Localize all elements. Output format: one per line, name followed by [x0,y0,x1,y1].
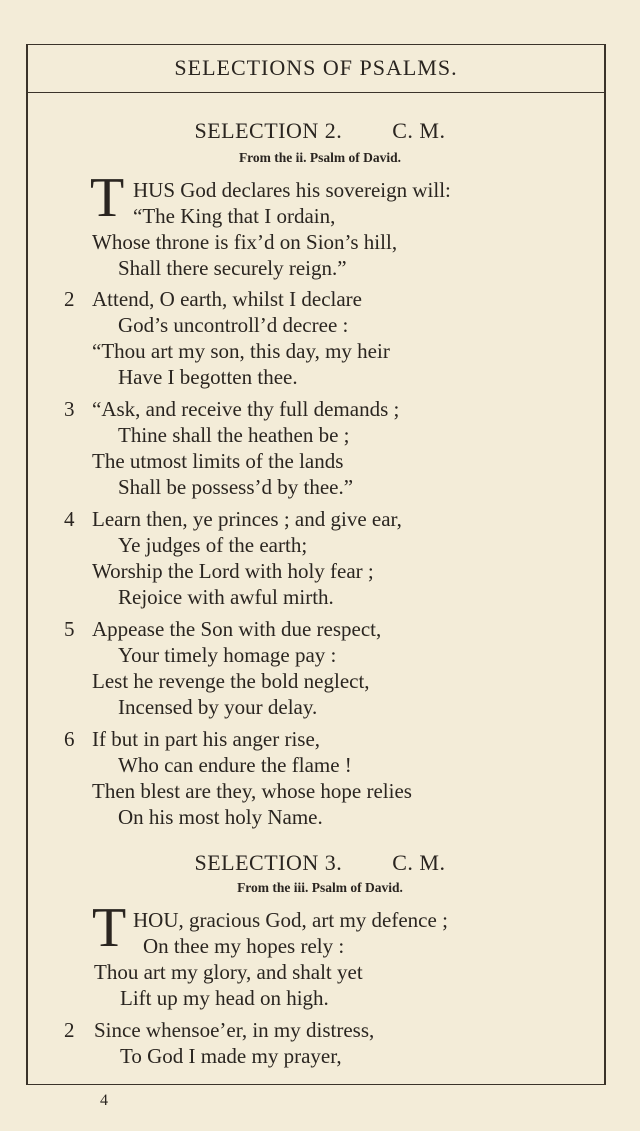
verse-line: Thine shall the heathen be ; [118,423,350,447]
verse-line: Thou art my glory, and shalt yet [94,960,363,984]
verse-line: Attend, O earth, whilst I declare [92,287,362,311]
selection-source: From the ii. Psalm of David. [238,150,402,165]
selection-title: SELECTION 3. [194,850,343,875]
verse-line: God’s uncontroll’d decree : [118,313,349,337]
verse-line: On his most holy Name. [118,805,323,829]
verse-line: Rejoice with awful mirth. [118,585,334,609]
verse-line: Ye judges of the earth; [118,533,308,557]
first-word-caps: HUS [133,178,176,202]
running-head: SELECTIONS OF PSALMS. [174,55,458,80]
drop-cap: T [90,167,125,229]
verse-line: Learn then, ye princes ; and give ear, [92,507,402,531]
selection-3-heading [0,850,640,876]
verse-line: Lift up my head on high. [120,986,329,1010]
selection-meter: C. M. [392,118,446,143]
verse-line: Since whensoe’er, in my distress, [94,1018,375,1042]
selection-meter: C. M. [392,850,446,875]
verse-line: “The King that I ordain, [133,204,336,228]
verse-line: The utmost limits of the lands [92,449,344,473]
verse-number: 3 [64,397,75,421]
verse-number: 6 [64,727,75,751]
verse-line: On thee my hopes rely : [143,934,345,958]
verse-line: Have I begotten thee. [118,365,298,389]
selection-2-heading [0,118,640,144]
verse-number: 2 [64,1018,75,1042]
verse-line: Shall there securely reign.” [118,256,347,280]
verse-line: Then blest are they, whose hope relies [92,779,412,803]
verse-line: “Thou art my son, this day, my heir [92,339,390,363]
verse-line: If but in part his anger rise, [92,727,321,751]
verse-line: Worship the Lord with holy fear ; [92,559,374,583]
verse-line: “Ask, and receive thy full demands ; [92,397,400,421]
selection-source: From the iii. Psalm of David. [237,880,403,895]
verse-line: Appease the Son with due respect, [92,617,382,641]
verse-line: Whose throne is fix’d on Sion’s hill, [92,230,398,254]
verse-number: 5 [64,617,75,641]
bottom-rule [26,1084,606,1085]
verse-line: Shall be possess’d by thee.” [118,475,354,499]
drop-cap: T [92,897,127,959]
verse-number: 2 [64,287,75,311]
verse-line: Who can endure the flame ! [118,753,352,777]
verse-line: To God I made my prayer, [120,1044,342,1068]
verse-line: HOU, gracious God, art my defence ; [133,908,448,932]
verse-line: Lest he revenge the bold neglect, [92,669,370,693]
top-rule [26,44,606,45]
verse-line: Your timely homage pay : [118,643,337,667]
selection-title: SELECTION 2. [194,118,343,143]
header-rule [26,92,606,93]
page-number: 4 [100,1092,108,1109]
verse-line: Incensed by your delay. [118,695,318,719]
verse-line: HUS God declares his sovereign will: [133,178,451,202]
first-word-caps: HOU, [133,908,184,932]
verse-number: 4 [64,507,75,531]
